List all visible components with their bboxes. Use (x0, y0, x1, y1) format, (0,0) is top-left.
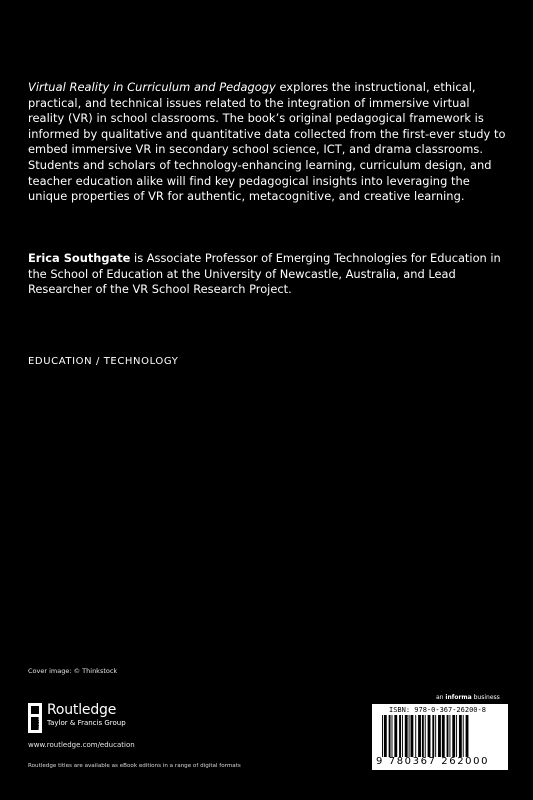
barcode-bar (411, 715, 414, 757)
isbn-barcode (372, 704, 508, 770)
barcode-bar (394, 715, 397, 757)
barcode-digits: 9 780367 262000 (376, 756, 490, 767)
barcode-bar (418, 715, 421, 757)
barcode-bar (389, 715, 391, 757)
barcode-bar (409, 715, 410, 757)
cover-image-credit: Cover image: © Thinkstock (28, 667, 118, 675)
barcode-bar (456, 715, 457, 757)
routledge-logo-icon (28, 703, 42, 733)
barcode-bar (384, 715, 387, 757)
barcode-bars (382, 715, 498, 757)
barcode-bar (399, 715, 401, 757)
barcode-bar (415, 715, 416, 757)
blurb-text: explores the instructional, ethical, practical, and technical issues related to the integration of immersive virtual reality (VR) in school classrooms. The book’s original pedagogical framework is informed by qualitative and quantitative data collected from the first-ever study to embed immersive VR in secondary school science, ICT, and drama classrooms. Students and scholars of technology-enhancing learning, curriculum design, and teacher education alike will find key pedagogical insights into leveraging the unique properties of VR for authentic, metacognitive, and creative learning. (28, 80, 506, 204)
publisher-wordmark (47, 703, 126, 728)
informa-business-tag (436, 694, 500, 701)
author-bio (28, 251, 518, 298)
barcode-bar (432, 715, 434, 757)
barcode-bar (392, 715, 393, 757)
author-bio-text: is Associate Professor of Emerging Technologies for Education in the School of Education at the University of Newcastle, Australia, and Lead Researcher of the VR School Research Project. (28, 251, 501, 297)
publisher-logo (28, 703, 126, 733)
barcode-bar (442, 715, 445, 757)
publisher-subtitle: Taylor & Francis Group (47, 719, 126, 727)
ebook-note: Routledge titles are available as eBook editions in a range of digital formats (28, 763, 241, 769)
barcode-bar (459, 715, 462, 757)
author-name: Erica Southgate (28, 251, 131, 265)
back-cover-blurb (28, 80, 508, 205)
book-title-italic: Virtual Reality in Curriculum and Pedagogy (28, 80, 276, 94)
barcode-bar (452, 715, 455, 757)
barcode-bar (435, 715, 436, 757)
subject-category: EDUCATION / TECHNOLOGY (28, 356, 179, 367)
barcode-bar (422, 715, 424, 757)
barcode-bar (425, 715, 426, 757)
barcode-bar (382, 715, 383, 757)
barcode-bar (402, 715, 403, 757)
barcode-bar (449, 715, 450, 757)
publisher-name: Routledge (47, 702, 117, 718)
barcode-bar (466, 715, 469, 757)
barcode-bar (463, 715, 464, 757)
barcode-bar (438, 715, 441, 757)
publisher-url[interactable]: www.routledge.com/education (28, 741, 135, 749)
informa-prefix: an (436, 694, 446, 701)
barcode-bar (428, 715, 431, 757)
isbn-label: ISBN: 978-0-367-26200-8 (389, 706, 486, 714)
barcode-bar (405, 715, 408, 757)
informa-suffix: business (471, 694, 500, 701)
barcode-bar (447, 715, 449, 757)
informa-word: informa (445, 694, 472, 701)
logo-vertical-text: ROUTLEDGE (37, 713, 41, 733)
